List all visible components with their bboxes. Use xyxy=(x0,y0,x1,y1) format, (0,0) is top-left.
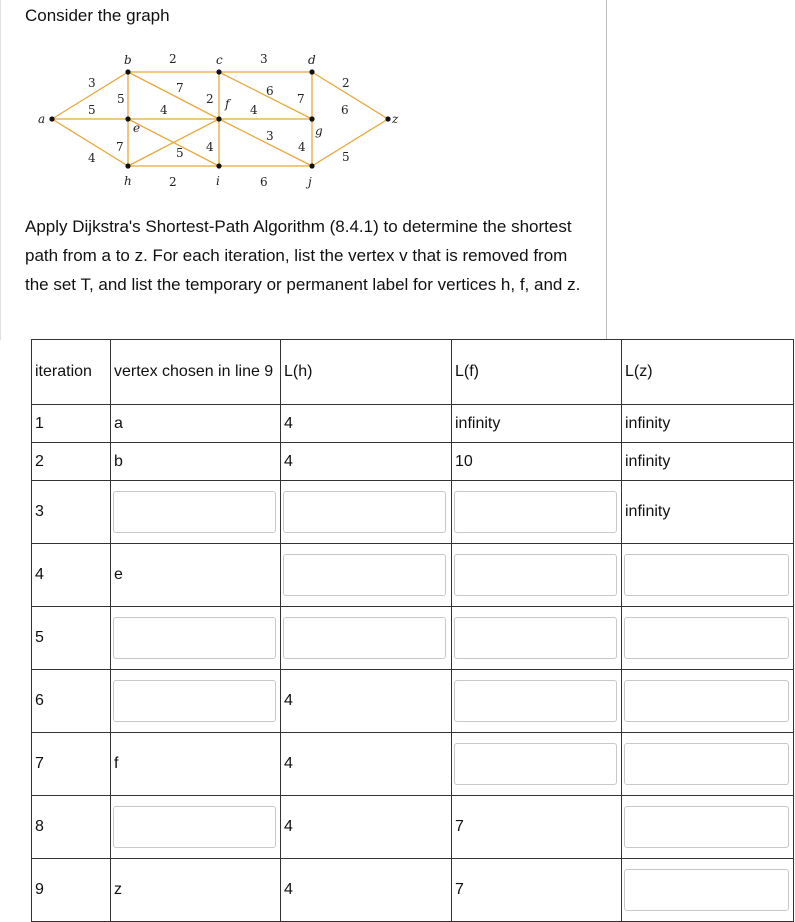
vertex-label-d: d xyxy=(308,53,316,67)
table-row xyxy=(32,670,794,733)
cell-value: 8 xyxy=(35,818,44,835)
cell-lh xyxy=(281,796,452,859)
answer-input-vertex[interactable] xyxy=(113,491,276,533)
weight-gz: 6 xyxy=(341,103,349,117)
cell-value: 5 xyxy=(35,629,44,646)
cell-lf xyxy=(452,607,622,670)
table-row xyxy=(32,796,794,859)
answer-input-vertex[interactable] xyxy=(113,806,276,848)
cell-iteration xyxy=(32,443,111,481)
weight-ab: 3 xyxy=(88,76,96,90)
cell-vertex xyxy=(111,481,281,544)
vertex-label-e: e xyxy=(133,121,141,135)
cell-vertex xyxy=(111,544,281,607)
weight-ah: 4 xyxy=(88,151,96,165)
answer-input-lf[interactable] xyxy=(454,680,617,722)
table-row xyxy=(32,481,794,544)
question-heading: Consider the graph xyxy=(25,6,170,25)
table-row xyxy=(32,443,794,481)
answer-input-lz[interactable] xyxy=(624,806,789,848)
vertex-label-j: j xyxy=(308,175,312,189)
cell-lf xyxy=(452,670,622,733)
table-row xyxy=(32,859,794,922)
answer-input-lh[interactable] xyxy=(283,491,446,533)
cell-value: infinity xyxy=(455,414,501,432)
header-lh: L(h) xyxy=(281,340,452,405)
table-row xyxy=(32,544,794,607)
weight-hi: 2 xyxy=(169,175,177,189)
weight-fg: 4 xyxy=(250,103,258,117)
cell-value: infinity xyxy=(625,452,671,470)
answer-input-lh[interactable] xyxy=(283,554,446,596)
cell-value: 4 xyxy=(284,414,293,432)
weight-cd: 3 xyxy=(260,52,268,66)
answer-input-lf[interactable] xyxy=(454,491,617,533)
cell-iteration xyxy=(32,481,111,544)
dijkstra-table xyxy=(31,339,794,922)
answer-input-vertex[interactable] xyxy=(113,680,276,722)
table-row xyxy=(32,733,794,796)
vertex-label-b: b xyxy=(124,53,132,67)
cell-value: e xyxy=(114,566,123,583)
cell-value: 7 xyxy=(455,818,464,835)
table-row xyxy=(32,607,794,670)
cell-value: infinity xyxy=(625,414,671,432)
column-divider xyxy=(606,0,607,340)
cell-value: z xyxy=(114,881,122,898)
weight-bc: 2 xyxy=(169,52,177,66)
vertex-label-h: h xyxy=(124,174,132,188)
header-lf: L(f) xyxy=(452,340,622,405)
cell-iteration xyxy=(32,405,111,443)
cell-value: 10 xyxy=(455,452,473,470)
cell-vertex xyxy=(111,443,281,481)
cell-value: 4 xyxy=(284,755,293,772)
cell-iteration xyxy=(32,796,111,859)
answer-input-lf[interactable] xyxy=(454,743,617,785)
cell-lf xyxy=(452,481,622,544)
cell-lz xyxy=(622,607,794,670)
cell-vertex xyxy=(111,796,281,859)
cell-lz xyxy=(622,733,794,796)
cell-value: infinity xyxy=(625,503,671,520)
cell-value: 4 xyxy=(284,881,293,898)
instructions-paragraph: Apply Dijkstra's Shortest-Path Algorithm (8.4.1) to determine the shortest path from a to z. For each iteration, list the vertex v that is removed from the set T, and list the temporary or permanent label for vertices h, f, and z. xyxy=(25,217,581,294)
cell-iteration xyxy=(32,544,111,607)
answer-input-lz[interactable] xyxy=(624,743,789,785)
cell-lz xyxy=(622,859,794,922)
vertex-label-f: f xyxy=(225,97,230,111)
weighted-graph xyxy=(30,45,410,195)
weight-fj: 3 xyxy=(266,129,274,143)
vertex-label-z: z xyxy=(392,112,399,126)
table-header-row xyxy=(32,340,794,405)
cell-lh xyxy=(281,443,452,481)
cell-lh xyxy=(281,544,452,607)
cell-lf xyxy=(452,443,622,481)
answer-input-lz[interactable] xyxy=(624,617,789,659)
weight-gj: 4 xyxy=(298,140,306,154)
answer-input-lz[interactable] xyxy=(624,869,789,911)
weight-fi: 4 xyxy=(206,140,214,154)
weight-be: 5 xyxy=(117,92,125,106)
cell-value: 6 xyxy=(35,692,44,709)
cell-value: 4 xyxy=(284,818,293,835)
cell-value: f xyxy=(114,755,119,772)
table-body xyxy=(32,405,794,922)
cell-value: a xyxy=(114,414,123,432)
cell-iteration xyxy=(32,607,111,670)
weight-cf: 2 xyxy=(206,92,214,106)
cell-value: 3 xyxy=(35,503,44,520)
cell-iteration xyxy=(32,670,111,733)
cell-lh xyxy=(281,405,452,443)
cell-lz xyxy=(622,443,794,481)
cell-vertex xyxy=(111,607,281,670)
header-lz: L(z) xyxy=(622,340,794,405)
cell-lz xyxy=(622,405,794,443)
cell-lh xyxy=(281,607,452,670)
cell-vertex xyxy=(111,405,281,443)
cell-lh xyxy=(281,670,452,733)
answer-input-lh[interactable] xyxy=(283,617,446,659)
header-vertex: vertex chosen in line 9 xyxy=(111,340,281,405)
cell-lf xyxy=(452,796,622,859)
cell-vertex xyxy=(111,733,281,796)
answer-input-vertex[interactable] xyxy=(113,617,276,659)
weight-ae: 5 xyxy=(88,103,96,117)
cell-vertex xyxy=(111,670,281,733)
weight-dg: 7 xyxy=(297,92,305,106)
cell-lf xyxy=(452,405,622,443)
cell-lf xyxy=(452,859,622,922)
cell-lh xyxy=(281,859,452,922)
left-divider xyxy=(0,0,1,340)
answer-input-lf[interactable] xyxy=(454,554,617,596)
cell-lz xyxy=(622,796,794,859)
cell-vertex xyxy=(111,859,281,922)
cell-lz xyxy=(622,481,794,544)
cell-value: 4 xyxy=(35,566,44,583)
weight-jz: 5 xyxy=(342,150,350,164)
vertex-label-c: c xyxy=(216,53,223,67)
cell-value: 4 xyxy=(284,452,293,470)
vertex-label-g: g xyxy=(315,124,323,138)
vertex-label-i: i xyxy=(216,174,220,188)
weight-ij: 6 xyxy=(260,175,268,189)
weight-cg: 6 xyxy=(266,84,274,98)
answer-input-lz[interactable] xyxy=(624,554,789,596)
cell-lz xyxy=(622,670,794,733)
weight-eh: 7 xyxy=(116,140,124,154)
header-iteration: iteration xyxy=(32,340,111,405)
cell-value: 2 xyxy=(35,452,44,470)
cell-lz xyxy=(622,544,794,607)
weight-bf: 7 xyxy=(176,81,184,95)
answer-input-lz[interactable] xyxy=(624,680,789,722)
cell-value: 4 xyxy=(284,692,293,709)
cell-lf xyxy=(452,544,622,607)
cell-value: 7 xyxy=(455,881,464,898)
weight-ei: 5 xyxy=(176,146,184,160)
cell-lf xyxy=(452,733,622,796)
cell-value: 7 xyxy=(35,755,44,772)
cell-lh xyxy=(281,481,452,544)
cell-iteration xyxy=(32,859,111,922)
cell-value: 9 xyxy=(35,881,44,898)
weight-dz: 2 xyxy=(342,76,350,90)
cell-iteration xyxy=(32,733,111,796)
cell-value: b xyxy=(114,452,123,470)
vertex-label-a: a xyxy=(38,112,46,126)
weight-ef: 4 xyxy=(160,103,168,117)
cell-lh xyxy=(281,733,452,796)
table-row xyxy=(32,405,794,443)
answer-input-lf[interactable] xyxy=(454,617,617,659)
cell-value: 1 xyxy=(35,414,44,432)
